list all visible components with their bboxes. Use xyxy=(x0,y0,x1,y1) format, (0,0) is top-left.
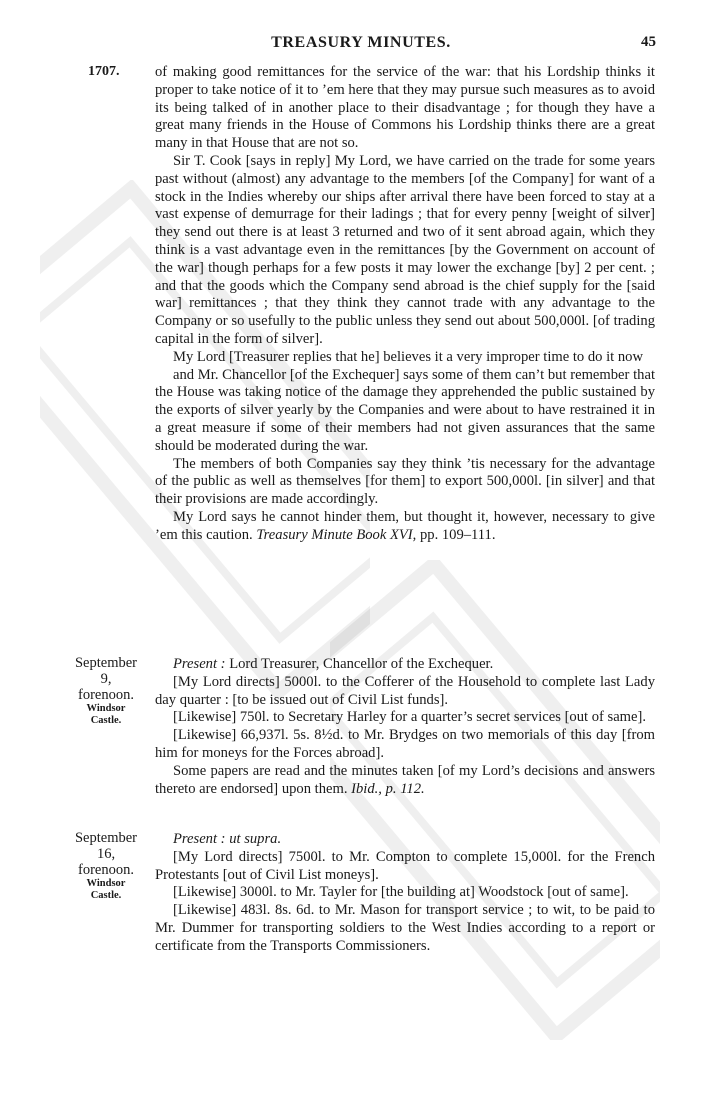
present-text: Lord Treasurer, Chancellor of the Exchequer. xyxy=(229,656,494,672)
paragraph: My Lord [Treasurer replies that he] believes it a very improper time to do it now xyxy=(173,348,643,365)
minute-line: [My Lord directs] 7500l. to Mr. Compton to complete 15,000l. for the French Protestants [out of Civil List moneys]. xyxy=(155,848,655,883)
margin-place: Castle. xyxy=(90,715,122,726)
present-line xyxy=(155,656,655,674)
minute-line: [Likewise] 66,937l. 5s. 8½d. to Mr. Brydges on two memorials of this day [from him for moneys for the Forces abroad]. xyxy=(155,727,655,761)
minute-line: [My Lord directs] 5000l. to the Cofferer of the Household to complete last Lady day quarter : [to be issued out of Civil List funds]. xyxy=(155,673,655,708)
margin-month: September xyxy=(74,830,137,846)
paragraph: The members of both Companies say they think ’tis necessary for the advantage of the public as well as themselves [for them] to export 500,000l. [in silver] and that their provisions are made accordingly. xyxy=(155,455,655,508)
margin-place: Castle. xyxy=(90,890,122,901)
entry-date-margin xyxy=(64,830,148,902)
minute-entry xyxy=(155,656,655,798)
paragraph: and Mr. Chancellor [of the Exchequer] says some of them can’t but remember that the House was taking notice of the damage they apprehended the public sustained by the exports of silver yearly by the Companies and were about to have restrained it in a great measure if some of their members had not given assurances that the same should be moderated during the war. xyxy=(155,366,655,454)
minute-line: [Likewise] 483l. 8s. 6d. to Mr. Mason for transport service ; to wit, to be paid to Mr. Dummer for transporting soldiers to the West Indies according to a report or certificate from the Transports Commissioners. xyxy=(155,902,655,954)
margin-time: forenoon. xyxy=(78,862,134,878)
source-reference: Treasury Minute Book XVI, xyxy=(256,526,417,543)
paragraph: Sir T. Cook [says in reply] My Lord, we have carried on the trade for some years past without (almost) any advantage to the members [of the Company] for want of a stock in the Indies whereby our ships after arrival there have been forced to stay at a vast expense of demurrage for their ladings ; that for every penny [weight of silver] they send out there is at least 3 returned and two of it sent abroad again, which they think is a vast advantage even in the remittances [by the Government on account of the war] though perhaps for a few posts it may lower the exchange [by] 2 per cent. ; and that the goods which the Company send abroad is the chief supply for the [said war] remittances ; that they think they cannot trade with any advantage to the Company or so usefully to the public unless they send out about 500,000l. [of trading capital in the form of silver]. xyxy=(155,152,655,347)
source-pages: pp. 109–111. xyxy=(419,526,496,543)
minute-continuation xyxy=(155,64,655,545)
margin-month: September xyxy=(74,655,137,671)
entry-date-margin xyxy=(64,655,148,727)
present-text: ut supra. xyxy=(229,831,282,847)
margin-place: Windsor xyxy=(86,878,126,889)
watermark-stamp-right xyxy=(330,560,660,1040)
paragraph: of making good remittances for the service of the war: that his Lordship thinks it proper to take notice of it to ’em here that they may pursue such measures as to avoid its being talked of in another place to their disadvantage ; for though they have a great many friends in the House of Commons his Lordship thinks there are a great many in that House that are not so. xyxy=(155,64,655,152)
page-number: 45 xyxy=(641,34,656,50)
paragraph-text: My Lord says he cannot hinder them, but thought it, however, necessary to give ’em this caution. xyxy=(155,508,655,543)
paragraph xyxy=(155,509,655,545)
minute-line: [Likewise] 750l. to Secretary Harley for a quarter’s secret services [out of same]. xyxy=(173,709,647,726)
minute-line: [Likewise] 3000l. to Mr. Tayler for [the building at] Woodstock [out of same]. xyxy=(173,884,629,901)
margin-day: 9, xyxy=(100,671,112,687)
margin-day: 16, xyxy=(96,846,116,862)
running-title: TREASURY MINUTES. xyxy=(271,34,451,51)
minute-line xyxy=(155,763,655,799)
margin-place: Windsor xyxy=(86,703,126,714)
present-label: Present : xyxy=(173,831,226,847)
year-marker: 1707. xyxy=(88,64,120,79)
present-line xyxy=(155,831,655,849)
margin-time: forenoon. xyxy=(78,687,134,703)
minute-entry xyxy=(155,831,655,956)
page-header xyxy=(0,34,722,58)
source-reference: Ibid., p. 112. xyxy=(351,780,425,797)
paragraph-text: Some papers are read and the minutes taken [of my Lord’s decisions and answers thereto are endorsed] upon them. xyxy=(155,762,655,797)
present-label: Present : xyxy=(173,656,226,672)
